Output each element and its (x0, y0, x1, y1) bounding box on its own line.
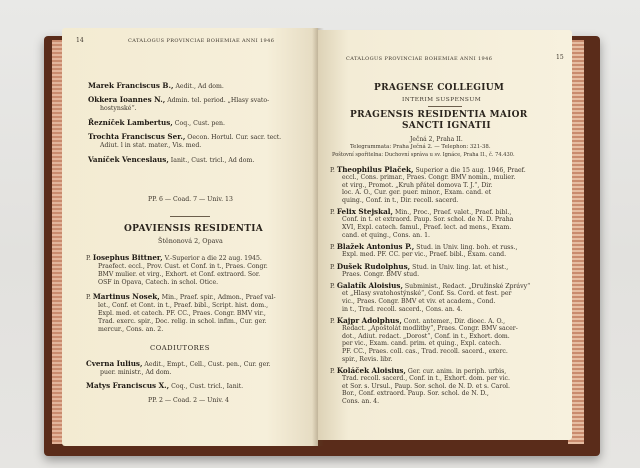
entry-offices: Admin. tel. period. „Hlasy svato- (165, 97, 270, 104)
entry-line (330, 208, 511, 216)
entry-continuation: loc. A. O., Cur. ger. puer. minor., Exam. cand. et (342, 189, 492, 197)
entry-offices: Cont. antemer., Dir. dioec. A. O., (401, 318, 506, 326)
residence-title-line-1: PRAGENSIS RESIDENTIA MAIOR (350, 110, 528, 120)
entry-continuation: et virg., Promot. „Kruh přátel domova T. J.“, Dir. (342, 181, 493, 189)
entry-line (330, 263, 508, 271)
entry-continuation: BMV mulier. et virg., Exhort. et Conf. extraord. Sor. (98, 271, 261, 278)
left-running-head: CATALOGUS PROVINCIAE BOHEMIAE ANNI 1946 (128, 38, 275, 44)
entry-initial: P. (330, 244, 337, 252)
entry-initial: P. (330, 368, 337, 376)
entry-initial: P. (86, 294, 93, 301)
entry-line (88, 82, 224, 90)
entry-offices: Subminist., Redact. „Družinské Zprávy“ (402, 283, 531, 291)
entry-name: Řezníček Lambertus, (88, 118, 173, 127)
divider-rule (170, 216, 210, 217)
entry-name: Matys Franciscus X., (86, 381, 170, 390)
entry-name: Dušek Rudolphus, (336, 261, 411, 271)
residence-address: Ječná 2, Praha II. (410, 136, 463, 143)
entry-line (86, 360, 271, 368)
entry-offices: Stud. in Univ. ling. boh. et russ., (414, 244, 518, 252)
entry-continuation: Conf. in t. et extraord. Paup. Sor. schol. de N. D. Praha (342, 216, 514, 224)
entry-line (330, 317, 505, 325)
entry-name: Felix Stejskal, (336, 207, 393, 217)
entry-continuation: Adiut. l in stat. mater., Vis. med. (100, 142, 202, 149)
entry-continuation: spir., Revis. libr. (342, 355, 393, 363)
entry-initial: P. (330, 318, 337, 326)
entry-name: Okkera Ioannes N., (88, 95, 166, 104)
entry-continuation: Bor., Conf. extraord. Paup. Sor. schol. de N. D., (342, 390, 489, 398)
entry-continuation: hostynské“. (100, 105, 137, 112)
entry-continuation: OSF in Opava, Catech. in schol. Otice. (98, 279, 219, 286)
entry-continuation: PF. CC., Praes. coll. cas., Trad. recoll. sacerd., exerc. (342, 348, 508, 355)
college-title: PRAGENSE COLLEGIUM (374, 83, 505, 93)
entry-line (88, 133, 281, 141)
entry-name: Kajpr Adolphus, (336, 316, 402, 326)
right-page-number: 15 (556, 54, 564, 61)
entry-line (86, 254, 262, 262)
college-subtitle: INTERIM SUSPENSUM (402, 97, 482, 103)
entry-continuation: Trad. exerc. spir., Doc. relig. in schol. infim., Cur. ger. (98, 318, 267, 325)
coadiutores-heading: COADIUTORES (150, 344, 210, 352)
left-summary-1: PP. 6 — Coad. 7 — Univ. 13 (148, 196, 233, 203)
entry-line (86, 382, 243, 390)
entry-name: Trochta Franciscus Ser., (88, 132, 186, 141)
entry-continuation: et Sor. s. Ursul., Paup. Sor. schol. de N. D. et s. Carol. (342, 382, 510, 390)
entry-initial: P. (330, 263, 337, 271)
entry-name: Iosephus Bittner, (92, 253, 163, 262)
left-page (62, 28, 318, 446)
entry-continuation: et „Hlasy svatohostýnské“, Conf. Ss. Cord. et fest. per (342, 290, 512, 298)
entry-offices: Ger. cur. anim. in periph. urbis, (405, 368, 507, 376)
entry-continuation: vic., Praes. Congr. BMV et viv. et academ., Cond. (342, 298, 496, 305)
entry-initial: P. (330, 209, 337, 217)
divider-rule (428, 106, 462, 107)
entry-line (86, 293, 276, 301)
entry-continuation: let., Conf. et Cont. in t., Praef. bibl., Script. hist. dom., (98, 302, 269, 309)
entry-name: Blažek Antonius P., (336, 242, 415, 252)
entry-continuation: dot., Adiut. redact. „Dorost“, Conf. in t., Exhort. dom. (342, 332, 510, 340)
entry-name: Marek Franciscus B., (88, 81, 174, 90)
entry-name: Vaníček Venceslaus, (88, 155, 169, 164)
entry-continuation: puer. ministr., Ad dom. (100, 369, 172, 376)
entry-name: Galatík Aloisius, (336, 281, 403, 291)
entry-continuation: Redact. „Apoštolát modlitby“, Praes. Congr. BMV sacer- (342, 325, 518, 333)
entry-line (88, 96, 269, 104)
entry-offices: Min., Praef. spir., Admon., Praef val- (159, 294, 276, 301)
entry-continuation: Expl. med. PF. CC. per vic., Praef. bibl., Exam. cand. (342, 251, 507, 259)
opava-residence-title: OPAVIENSIS RESIDENTIA (124, 224, 264, 234)
entry-line (330, 282, 530, 290)
entry-continuation: cand. et quing., Cons. an. 1. (342, 231, 430, 239)
entry-name: Martinus Nosek, (92, 292, 160, 301)
entry-line (330, 166, 526, 174)
opava-address: Štěnonová 2, Opava (158, 237, 223, 245)
entry-continuation: mercur., Cons. an. 2. (98, 326, 164, 333)
right-page (318, 30, 572, 440)
entry-line (88, 156, 254, 164)
entry-continuation: Cons. an. 4. (342, 398, 380, 405)
entry-offices: Coq., Cust. pen. (172, 120, 225, 127)
entry-name: Cverna Iulius, (86, 359, 143, 368)
entry-continuation: in t., Trad. recoll. sacerd., Cons. an. 4. (342, 305, 463, 313)
entry-initial: P. (330, 167, 337, 174)
postal-line: Poštovní spořitelna: Duchovní správa u sv. Ignáce, Praha II., č. 74.430. (332, 152, 515, 158)
entry-offices: Superior a die 15 aug. 1946, Praef. (413, 167, 526, 174)
entry-continuation: per vic., Exam. cand. prim. et quing., Expl. catech. (342, 340, 502, 348)
entry-line (330, 367, 506, 375)
entry-initial: P. (330, 283, 337, 291)
entry-name: Theophilus Plaček, (336, 165, 414, 174)
entry-offices: Aedit., Empt., Cell., Cust. pen., Cur. ger. (142, 361, 271, 368)
entry-initial: P. (86, 255, 93, 262)
entry-offices: Min., Proc., Praef. valet., Praef. bibl., (392, 209, 512, 217)
entry-offices: V.-Superior a die 22 aug. 1945. (162, 255, 262, 262)
entry-continuation: Praefect. eccl., Prov. Cust. et Conf. in t., Praes. Congr. (98, 263, 268, 270)
left-summary-2: PP. 2 — Coad. 2 — Univ. 4 (148, 397, 229, 404)
entry-line (88, 119, 225, 127)
telegram-line: Telegrammata: Praha Ječná 2. — Telephon: 321-38. (350, 144, 491, 150)
entry-continuation: eccl., Cons. primar., Praes. Congr. BMV nomin., mulier. (342, 174, 516, 181)
entry-line (330, 243, 517, 251)
entry-offices: Oecon. Hortul. Cur. sacr. tect. (185, 134, 282, 141)
left-page-number: 14 (76, 37, 84, 44)
entry-continuation: Trad. recoll. sacerd., Conf. in t., Exhort. dom. per vic. (342, 375, 510, 383)
entry-offices: Aedit., Ad dom. (173, 83, 224, 90)
entry-continuation: Praes. Congr. BMV stud. (342, 270, 420, 278)
entry-continuation: Expl. med. et catech. PF. CC., Praes. Congr. BMV vir., (98, 310, 266, 317)
right-running-head: CATALOGUS PROVINCIAE BOHEMIAE ANNI 1946 (346, 56, 493, 62)
entry-name: Koláček Aloisius, (336, 366, 406, 376)
entry-continuation: quing., Conf. in t., Dir. recoll. sacerd. (342, 196, 459, 204)
entry-offices: Ianit., Cust. tricl., Ad dom. (168, 157, 255, 164)
entry-offices: Stud. in Univ. ling. lat. et hist., (410, 263, 509, 271)
entry-continuation: XVI, Expl. catech. famul., Praef. lect. ad mens., Exam. (342, 224, 512, 231)
entry-offices: Coq., Cust. tricl., Ianit. (169, 383, 244, 390)
residence-title-line-2: SANCTI IGNATII (402, 121, 491, 131)
